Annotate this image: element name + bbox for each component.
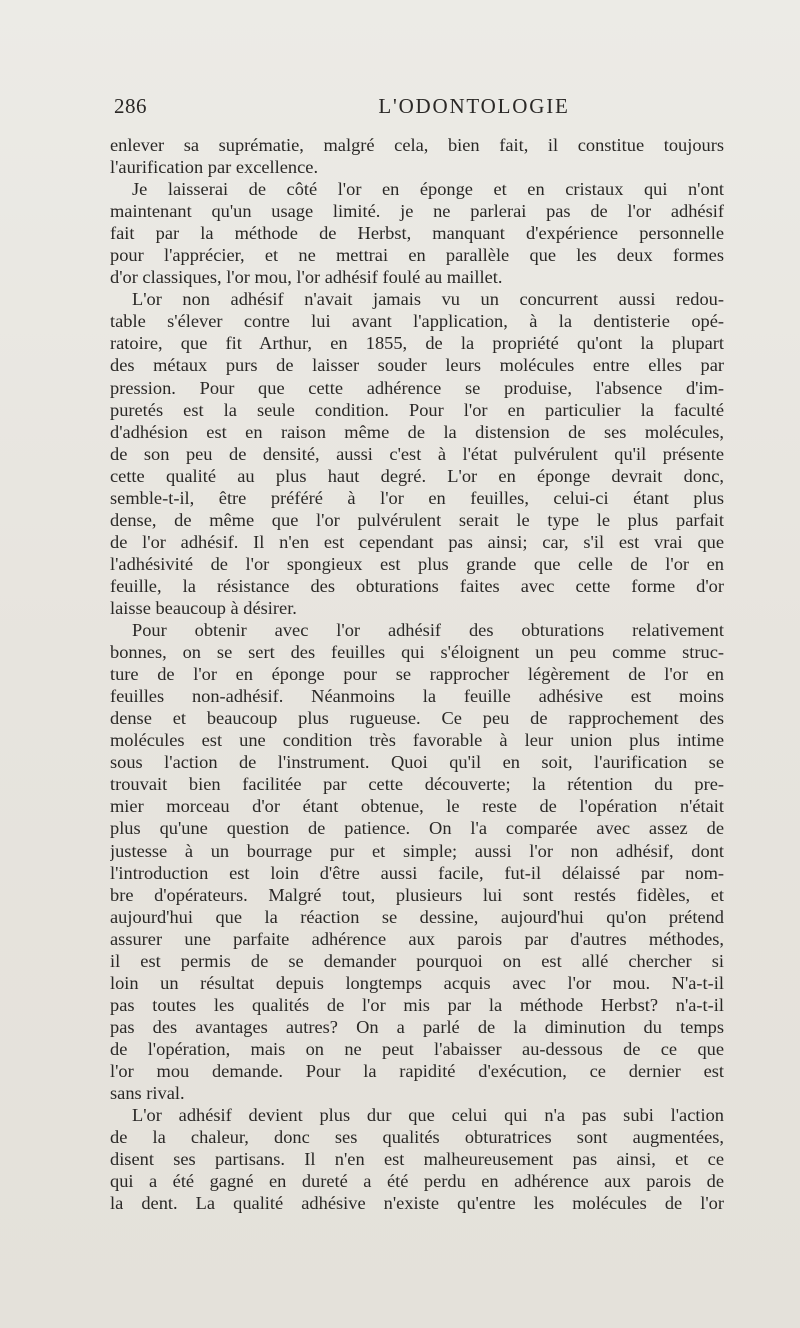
text-line: cette qualité au plus haut degré. L'or en éponge devrait donc, xyxy=(110,465,724,486)
text-line: de l'opération, mais on ne peut l'abaisser au-dessous de ce que xyxy=(110,1038,724,1059)
text-line: pas toutes les qualités de l'or mis par la méthode Herbst? n'a-t-il xyxy=(110,994,724,1015)
text-line: aujourd'hui que la réaction se dessine, aujourd'hui qu'on prétend xyxy=(110,906,724,927)
text-line: l'introduction est loin d'être aussi facile, fut-il délaissé par nom- xyxy=(110,862,724,883)
text-line: disent ses partisans. Il n'en est malheureusement pas ainsi, et ce xyxy=(110,1149,724,1170)
text-line: justesse à un bourrage pur et simple; aussi l'or non adhésif, dont xyxy=(110,840,724,861)
text-line: maintenant qu'un usage limité. je ne parlerai pas de l'or adhésif xyxy=(110,201,724,222)
text-line: de son peu de densité, aussi c'est à l'état pulvérulent qu'il présente xyxy=(110,443,724,464)
text-line: pression. Pour que cette adhérence se produise, l'absence d'im- xyxy=(110,377,724,398)
text-line: sans rival. xyxy=(110,1083,185,1104)
text-line: dense, de même que l'or pulvérulent serait le type le plus parfait xyxy=(110,509,724,530)
text-line: il est permis de se demander pourquoi on est allé chercher si xyxy=(110,950,724,971)
text-line: l'adhésivité de l'or spongieux est plus grande que celle de l'or en xyxy=(110,553,724,574)
text-line: l'aurification par excellence. xyxy=(110,157,319,178)
text-line: d'adhésion est en raison même de la distension de ses molécules, xyxy=(110,421,724,442)
text-line: feuilles non-adhésif. Néanmoins la feuille adhésive est moins xyxy=(110,686,724,707)
text-line: L'or non adhésif n'avait jamais vu un concurrent aussi redou- xyxy=(132,289,724,310)
text-line: dense et beaucoup plus rugueuse. Ce peu de rapprochement des xyxy=(110,708,724,729)
text-line: ratoire, que fit Arthur, en 1855, de la propriété qu'ont la plupart xyxy=(110,333,724,354)
text-line: pas des avantages autres? On a parlé de la diminution du temps xyxy=(110,1016,724,1037)
text-line: loin un résultat depuis longtemps acquis avec l'or mou. N'a-t-il xyxy=(110,972,724,993)
text-line: assurer une parfaite adhérence aux parois par d'autres méthodes, xyxy=(110,928,724,949)
text-line: bre d'opérateurs. Malgré tout, plusieurs lui sont restés fidèles, et xyxy=(110,884,724,905)
text-line: Je laisserai de côté l'or en éponge et en cristaux qui n'ont xyxy=(132,179,724,200)
text-line: pour l'apprécier, et ne mettrai en parallèle que les deux formes xyxy=(110,245,724,266)
text-line: trouvait bien facilitée par cette découverte; la rétention du pre- xyxy=(110,774,724,795)
text-line: enlever sa suprématie, malgré cela, bien fait, il constitue toujours xyxy=(110,135,724,155)
text-line: qui a été gagné en dureté a été perdu en adhérence aux parois de xyxy=(110,1171,724,1192)
text-line: Pour obtenir avec l'or adhésif des obturations relativement xyxy=(132,620,724,641)
text-line: sous l'action de l'instrument. Quoi qu'il en soit, l'aurification se xyxy=(110,752,724,773)
text-line: fait par la méthode de Herbst, manquant d'expérience personnelle xyxy=(110,223,724,244)
text-line: feuille, la résistance des obturations faites avec cette forme d'or xyxy=(110,575,724,596)
text-line: de la chaleur, donc ses qualités obturatrices sont augmentées, xyxy=(110,1127,724,1148)
text-line: d'or classiques, l'or mou, l'or adhésif foulé au maillet. xyxy=(110,267,503,288)
text-line: molécules est une condition très favorable à leur union plus intime xyxy=(110,730,724,751)
body-text xyxy=(110,134,724,1214)
text-line: la dent. La qualité adhésive n'existe qu'entre les molécules de l'or xyxy=(110,1193,724,1214)
text-line: des métaux purs de laisser souder leurs molécules entre elles par xyxy=(110,355,724,376)
text-line: plus qu'une question de patience. On l'a comparée avec assez de xyxy=(110,818,724,839)
text-line: ture de l'or en éponge pour se rapprocher légèrement de l'or en xyxy=(110,664,724,685)
page-number: 286 xyxy=(114,94,147,118)
text-line: L'or adhésif devient plus dur que celui qui n'a pas subi l'action xyxy=(132,1105,724,1126)
text-line: semble-t-il, être préféré à l'or en feuilles, celui-ci étant plus xyxy=(110,487,724,508)
text-line: mier morceau d'or étant obtenue, le reste de l'opération n'était xyxy=(110,796,724,817)
text-line: bonnes, on se sert des feuilles qui s'éloignent un peu comme struc- xyxy=(110,642,724,663)
text-line: laisse beaucoup à désirer. xyxy=(110,597,297,618)
running-title: L'ODONTOLOGIE xyxy=(378,94,570,118)
text-line: l'or mou demande. Pour la rapidité d'exécution, ce dernier est xyxy=(110,1060,724,1081)
page-header xyxy=(114,88,722,124)
text-line: table s'élever contre lui avant l'application, à la dentisterie opé- xyxy=(110,311,724,332)
text-line: de l'or adhésif. Il n'en est cependant pas ainsi; car, s'il est vrai que xyxy=(110,531,724,552)
text-line: puretés est la seule condition. Pour l'or en particulier la faculté xyxy=(110,399,724,420)
